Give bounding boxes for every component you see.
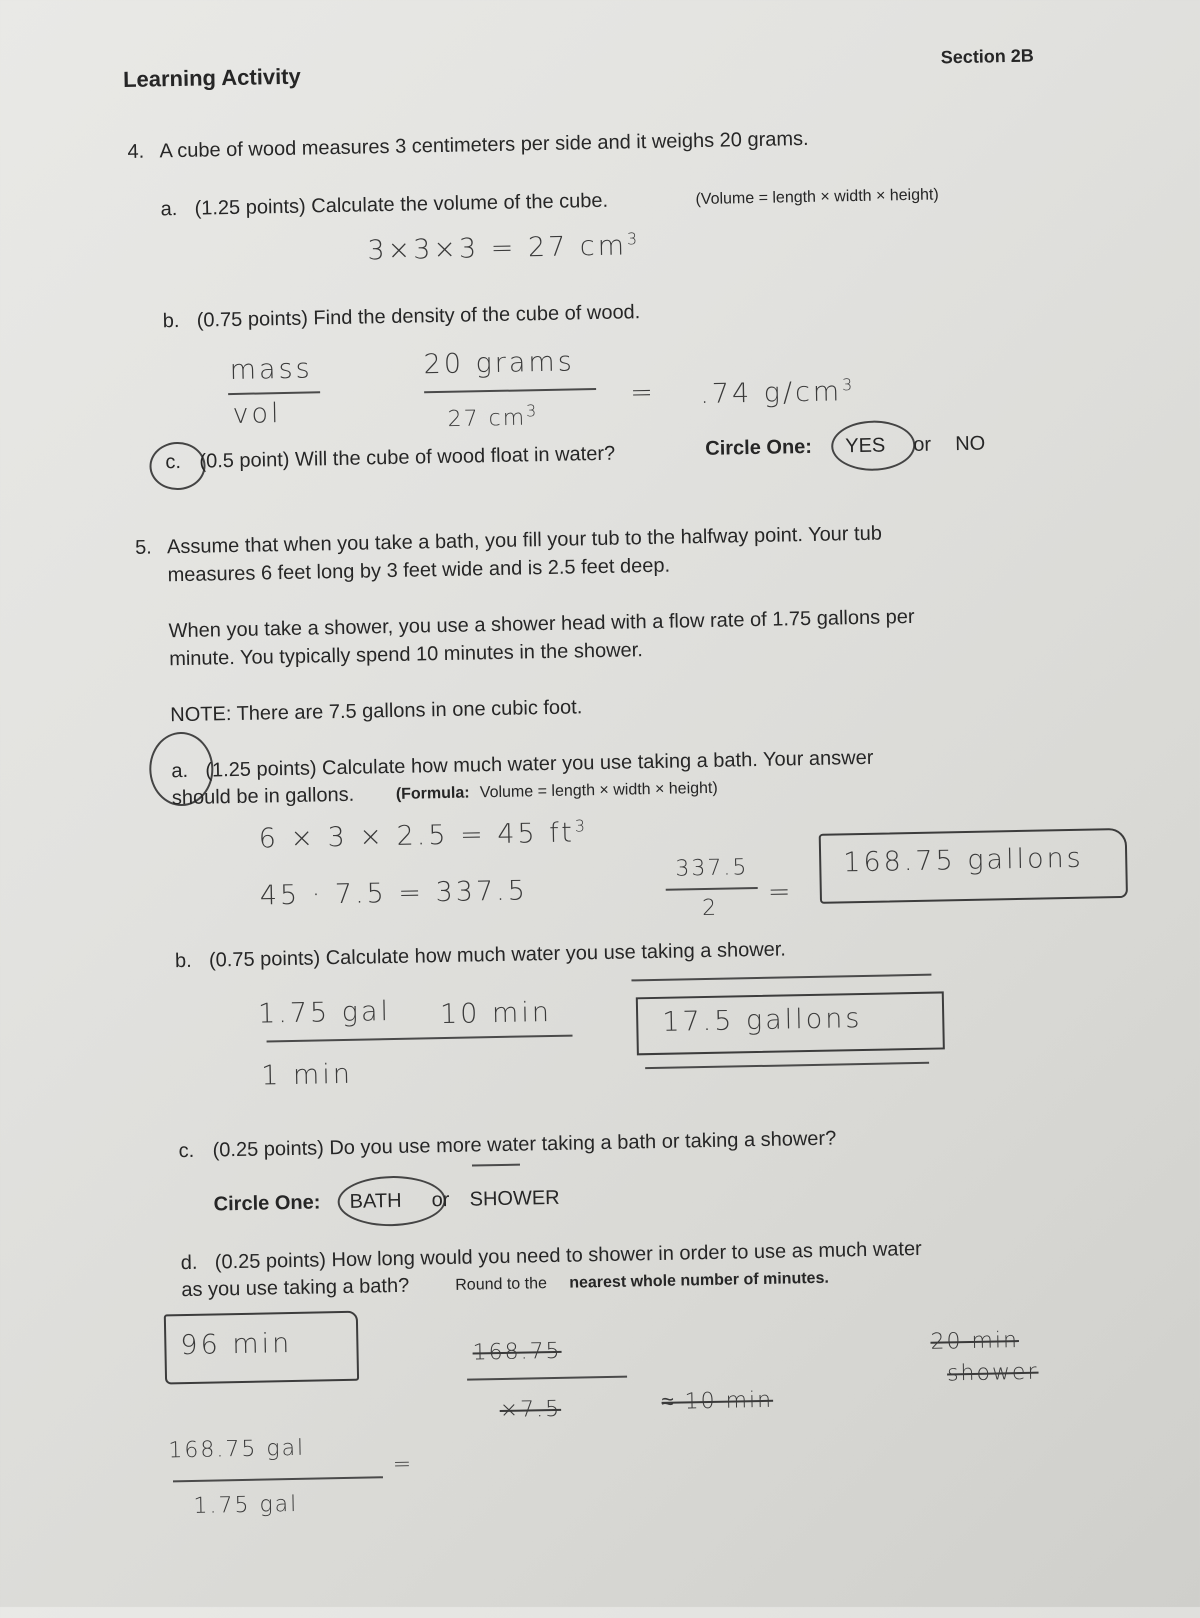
q5a-text-2: should be in gallons. xyxy=(171,783,355,810)
q5d-text-1: (0.25 points) How long would you need to shower in order to use as much water xyxy=(214,1237,922,1274)
q5d-answer: 96 min xyxy=(180,1328,293,1362)
q4c-yes: YES xyxy=(845,434,886,458)
q5a-answer: 168.75 gallons xyxy=(842,842,1085,879)
q4a-label: a. xyxy=(160,198,178,221)
q4b-vol: vol xyxy=(232,398,282,430)
circle-mark xyxy=(831,420,916,472)
q4b-cm3: 27 $cm^3$ xyxy=(447,401,539,433)
q5c-bath: BATH xyxy=(349,1189,402,1213)
q5d-side-note: shower xyxy=(946,1359,1039,1387)
fraction-bar xyxy=(467,1376,627,1381)
q4b-label: b. xyxy=(162,309,180,333)
q5d-frac-den: 1.75 gal xyxy=(193,1491,299,1519)
q5a-formula: Volume = length × width × height) xyxy=(479,779,718,802)
q5d-crossed-result: ≈ 10 min xyxy=(661,1387,774,1415)
circle-mark xyxy=(337,1175,446,1227)
q4c-circle-one: Circle One: xyxy=(705,435,813,460)
q4c-or: or xyxy=(913,433,932,456)
q4b-equals: = xyxy=(629,376,657,409)
q5a-label: a. xyxy=(171,759,189,783)
q5d-equals: = xyxy=(392,1451,414,1478)
q4a-answer: 3×3×3 = 27 $cm^3$ xyxy=(367,229,641,267)
q5c-circle-one: Circle One: xyxy=(213,1191,321,1216)
q5c-label: c. xyxy=(178,1139,195,1163)
q5b-label: b. xyxy=(174,949,192,973)
fraction-bar xyxy=(228,391,320,395)
q5d-crossed-side: 20 min xyxy=(930,1328,1020,1355)
q4-number: 4. xyxy=(127,140,145,163)
q5b-text: (0.75 points) Calculate how much water you use taking a shower. xyxy=(208,938,787,972)
q4c-text: (0.5 point) Will the cube of wood float in water? xyxy=(199,442,616,473)
fraction-bar xyxy=(424,388,596,393)
fraction-bar xyxy=(666,887,758,891)
q5b-answer: 17.5 gallons xyxy=(661,1003,863,1038)
q5a-formula-label: (Formula: xyxy=(395,784,470,803)
q5c-text: (0.25 points) Do you use more water taking a bath or taking a shower? xyxy=(212,1127,837,1162)
q4c-no: NO xyxy=(955,432,986,456)
underline-mark xyxy=(472,1164,520,1167)
q5d-label: d. xyxy=(180,1251,198,1275)
q5d-round-bold: nearest whole number of minutes. xyxy=(569,1269,829,1292)
q5a-frac-num: 337.5 xyxy=(675,855,749,882)
q5d-text-2: as you use taking a bath? xyxy=(181,1274,410,1302)
q4a-text: (1.25 points) Calculate the volume of the cube. xyxy=(194,189,609,220)
q5-number: 5. xyxy=(134,536,152,559)
q5-note: NOTE: There are 7.5 gallons in one cubic foot. xyxy=(170,696,583,727)
q4a-formula: (Volume = length × width × height) xyxy=(695,186,939,209)
q5d-crossed-num: 168.75 xyxy=(472,1338,562,1366)
q5-stem-2: measures 6 feet long by 3 feet wide and is 2.5 feet deep. xyxy=(167,554,671,587)
q5d-frac-num: 168.75 gal xyxy=(168,1435,306,1464)
answer-line-bottom xyxy=(645,1062,929,1069)
q5b-work-den: 1 min xyxy=(260,1058,354,1092)
q4b-grams: 20 grams xyxy=(423,346,576,381)
q5b-work-num1: 1.75 gal xyxy=(257,996,392,1030)
q4-stem: A cube of wood measures 3 centimeters per side and it weighs 20 grams. xyxy=(159,127,809,163)
q5-shower-2: minute. You typically spend 10 minutes in the shower. xyxy=(169,639,643,671)
q5a-equals: = xyxy=(767,876,794,908)
q5d-crossed-den: ×7.5 xyxy=(499,1396,562,1424)
answer-line-top xyxy=(631,974,931,982)
page-title: Learning Activity xyxy=(122,63,301,93)
q5a-work-1: 6 × 3 × 2.5 = 45 $ft^3$ xyxy=(258,816,589,855)
q5a-text-1: (1.25 points) Calculate how much water you use taking a bath. Your answer xyxy=(205,746,874,782)
q5-stem-1: Assume that when you take a bath, you fill your tub to the halfway point. Your tub xyxy=(166,522,883,559)
q5b-work-num2: 10 min xyxy=(439,996,553,1031)
fraction-bar xyxy=(173,1476,383,1482)
section-label: Section 2B xyxy=(940,45,1035,68)
fraction-bar xyxy=(267,1035,573,1043)
q5a-frac-den: 2 xyxy=(701,895,719,922)
q5c-shower: SHOWER xyxy=(469,1186,560,1211)
q5d-round: Round to the xyxy=(455,1275,548,1294)
circle-mark xyxy=(149,442,206,491)
q5a-work-2: 45 · 7.5 = 337.5 xyxy=(259,875,529,912)
q4c-label: c. xyxy=(165,450,182,474)
q5-shower-1: When you take a shower, you use a shower head with a flow rate of 1.75 gallons per xyxy=(168,605,915,643)
q4b-mass: mass xyxy=(229,353,313,387)
q4b-text: (0.75 points) Find the density of the cube of wood. xyxy=(196,301,641,332)
q4b-result: .74 $g/cm^3$ xyxy=(699,375,856,410)
q5c-or: or xyxy=(431,1188,450,1212)
